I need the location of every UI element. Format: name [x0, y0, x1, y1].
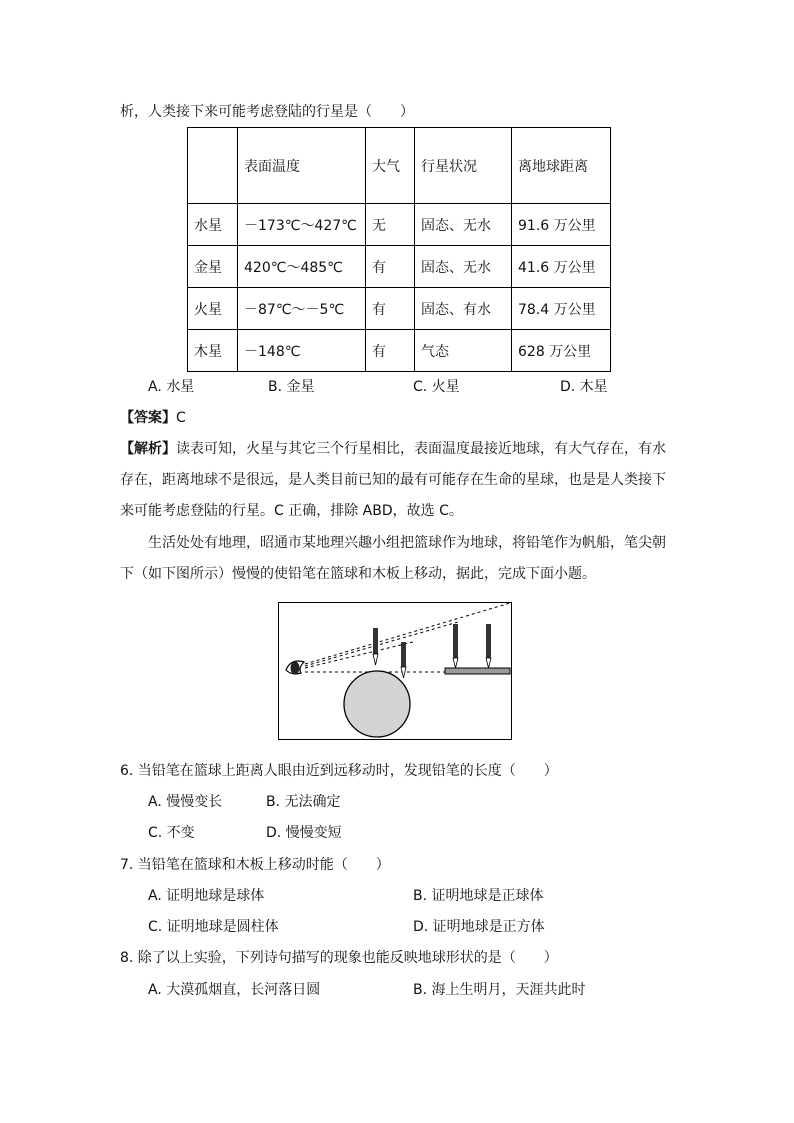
table-header-cell: 行星状况 [415, 128, 512, 204]
analysis-line-1 [120, 439, 666, 459]
table-row [188, 330, 611, 372]
basketball-globe [344, 671, 410, 737]
planet-table [187, 127, 611, 372]
intro-line-1: 生活处处有地理，昭通市某地理兴趣小组把篮球作为地球，将铅笔作为帆船，笔尖朝 [148, 535, 666, 551]
analysis-label: 【解析】 [120, 441, 176, 457]
q6-option-d[interactable]: D. 慢慢变短 [266, 825, 342, 841]
table-cell: 固态、无水 [415, 246, 512, 288]
table-row [188, 204, 611, 246]
answer-label: 【答案】 [120, 410, 176, 426]
table-header-cell [188, 128, 238, 204]
answer-value: C [176, 410, 186, 426]
analysis-line-3: 来可能考虑登陆的行星。C 正确，排除 ABD，故选 C。 [120, 503, 463, 519]
table-cell: 628 万公里 [512, 330, 611, 372]
question-6-stem: 6. 当铅笔在篮球上距离人眼由近到远移动时，发现铅笔的长度（ ） [120, 763, 558, 779]
table-header-row [188, 128, 611, 204]
analysis-text: 读表可知，火星与其它三个行星相比，表面温度最接近地球，有大气存在，有水 [176, 441, 666, 457]
table-cell: 有 [366, 288, 415, 330]
table-cell: 火星 [188, 288, 238, 330]
table-cell: 91.6 万公里 [512, 204, 611, 246]
table-cell: 无 [366, 204, 415, 246]
pencil-icon [486, 624, 491, 668]
q6-option-c[interactable]: C. 不变 [148, 825, 195, 841]
q5-option-b[interactable]: B. 金星 [268, 379, 315, 395]
table-header-cell: 大气 [366, 128, 415, 204]
question-8-stem: 8. 除了以上实验，下列诗句描写的现象也能反映地球形状的是（ ） [120, 950, 558, 966]
table-row [188, 288, 611, 330]
q5-option-c[interactable]: C. 火星 [413, 379, 460, 395]
table-cell: 木星 [188, 330, 238, 372]
table-cell: 41.6 万公里 [512, 246, 611, 288]
question-7-stem: 7. 当铅笔在篮球和木板上移动时能（ ） [120, 857, 390, 873]
table-cell: 水星 [188, 204, 238, 246]
experiment-figure [278, 602, 512, 740]
q6-option-a[interactable]: A. 慢慢变长 [148, 794, 223, 810]
table-cell: 金星 [188, 246, 238, 288]
analysis-line-2: 存在，距离地球不是很远，是人类目前已知的最有可能存在生命的星球，也是是人类接下 [120, 472, 666, 488]
q8-option-b[interactable]: B. 海上生明月，天涯共此时 [413, 982, 586, 998]
intro-line-2: 下（如下图所示）慢慢的使铅笔在篮球和木板上移动，据此，完成下面小题。 [120, 566, 596, 582]
answer-line [120, 408, 186, 428]
q7-option-d[interactable]: D. 证明地球是正方体 [413, 919, 545, 935]
table-cell: －87℃～－5℃ [238, 288, 366, 330]
table-cell: 有 [366, 246, 415, 288]
q7-option-b[interactable]: B. 证明地球是正球体 [413, 888, 544, 904]
q5-option-d[interactable]: D. 木星 [560, 379, 608, 395]
table-cell: 420℃～485℃ [238, 246, 366, 288]
table-cell: －173℃～427℃ [238, 204, 366, 246]
table-cell: 固态、有水 [415, 288, 512, 330]
table-header-cell: 表面温度 [238, 128, 366, 204]
pencil-icon [453, 624, 458, 668]
q8-option-a[interactable]: A. 大漠孤烟直，长河落日圆 [148, 982, 321, 998]
table-header-cell: 离地球距离 [512, 128, 611, 204]
q7-option-c[interactable]: C. 证明地球是圆柱体 [148, 919, 279, 935]
table-cell: 78.4 万公里 [512, 288, 611, 330]
table-cell: 有 [366, 330, 415, 372]
q5-option-a[interactable]: A. 水星 [148, 379, 195, 395]
table-cell: －148℃ [238, 330, 366, 372]
question-5-stem-tail: 析，人类接下来可能考虑登陆的行星是（ ） [120, 104, 414, 120]
table-cell: 气态 [415, 330, 512, 372]
table-row [188, 246, 611, 288]
q6-option-b[interactable]: B. 无法确定 [266, 794, 341, 810]
wooden-board [445, 668, 510, 674]
q7-option-a[interactable]: A. 证明地球是球体 [148, 888, 265, 904]
table-cell: 固态、无水 [415, 204, 512, 246]
